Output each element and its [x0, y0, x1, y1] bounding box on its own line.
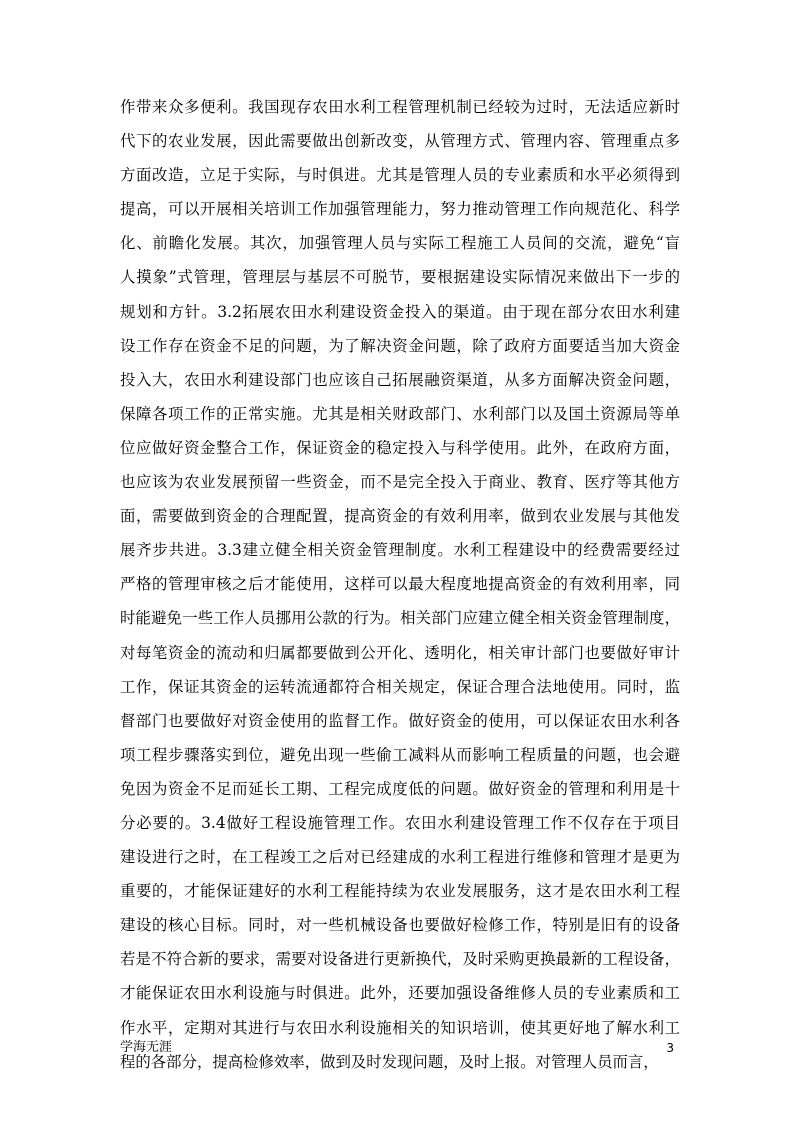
- text-line: 方面改造，立足于实际，与时俱进。尤其是管理人员的专业素质和水平必须得到: [120, 166, 680, 185]
- text-line: 时能避免一些工作人员挪用公款的行为。相关部门应建立健全相关资金管理制度，: [120, 609, 680, 628]
- text-line: 人摸象”式管理，管理层与基层不可脱节，要根据建设实际情况来做出下一步的: [120, 268, 680, 287]
- text-line: 代下的农业发展，因此需要做出创新改变，从管理方式、管理内容、管理重点多: [120, 132, 680, 151]
- text-line: 投入大，农田水利建设部门也应该自己拓展融资渠道，从多方面解决资金问题，: [120, 370, 680, 389]
- text-line: 也应该为农业发展预留一些资金，而不是完全投入于商业、教育、医疗等其他方: [120, 473, 680, 492]
- text-line: 建设进行之时，在工程竣工之后对已经建成的水利工程进行维修和管理才是更为: [120, 848, 680, 867]
- text-line: 展齐步共进。3.3建立健全相关资金管理制度。水利工程建设中的经费需要经过: [120, 541, 680, 560]
- text-line: 建设的核心目标。同时，对一些机械设备也要做好检修工作，特别是旧有的设备: [120, 916, 680, 935]
- text-line: 项工程步骤落实到位，避免出现一些偷工减料从而影响工程质量的问题，也会避: [120, 745, 680, 764]
- text-line: 保障各项工作的正常实施。尤其是相关财政部门、水利部门以及国土资源局等单: [120, 404, 680, 423]
- body-text: [120, 90, 680, 1079]
- page-number: 3: [666, 1041, 674, 1055]
- text-line: 化、前瞻化发展。其次，加强管理人员与实际工程施工人员间的交流，避免“盲: [120, 234, 680, 253]
- text-line: 若是不符合新的要求，需要对设备进行更新换代，及时采购更换最新的工程设备，: [120, 950, 680, 969]
- text-line: 作带来众多便利。我国现存农田水利工程管理机制已经较为过时，无法适应新时: [120, 98, 680, 116]
- text-line: 规划和方针。3.2拓展农田水利建设资金投入的渠道。由于现在部分农田水利建: [120, 302, 680, 321]
- text-line: 位应做好资金整合工作，保证资金的稳定投入与科学使用。此外，在政府方面，: [120, 438, 680, 457]
- text-line: 督部门也要做好对资金使用的监督工作。做好资金的使用，可以保证农田水利各: [120, 711, 680, 730]
- text-line: 作水平，定期对其进行与农田水利设施相关的知识培训，使其更好地了解水利工: [120, 1018, 680, 1037]
- text-line: 程的各部分，提高检修效率，做到及时发现问题，及时上报。对管理人员而言，: [120, 1052, 659, 1071]
- text-line: 工作，保证其资金的运转流通都符合相关规定，保证合理合法地使用。同时，监: [120, 677, 680, 696]
- text-line: 才能保证农田水利设施与时俱进。此外，还要加强设备维修人员的专业素质和工: [120, 984, 680, 1003]
- text-line: 提高，可以开展相关培训工作加强管理能力，努力推动管理工作向规范化、科学: [120, 200, 680, 219]
- text-line: 面，需要做到资金的合理配置，提高资金的有效利用率，做到农业发展与其他发: [120, 507, 680, 526]
- text-line: 免因为资金不足而延长工期、工程完成度低的问题。做好资金的管理和利用是十: [120, 779, 680, 798]
- footer-motto: 学海无涯: [120, 1040, 173, 1055]
- text-line: 对每笔资金的流动和归属都要做到公开化、透明化，相关审计部门也要做好审计: [120, 643, 680, 662]
- text-line: 设工作存在资金不足的问题，为了解决资金问题，除了政府方面要适当加大资金: [120, 336, 680, 355]
- text-line: 重要的，才能保证建好的水利工程能持续为农业发展服务，这才是农田水利工程: [120, 882, 680, 901]
- text-line: 分必要的。3.4做好工程设施管理工作。农田水利建设管理工作不仅存在于项目: [120, 813, 680, 832]
- text-line: 严格的管理审核之后才能使用，这样可以最大程度地提高资金的有效利用率，同: [120, 575, 680, 594]
